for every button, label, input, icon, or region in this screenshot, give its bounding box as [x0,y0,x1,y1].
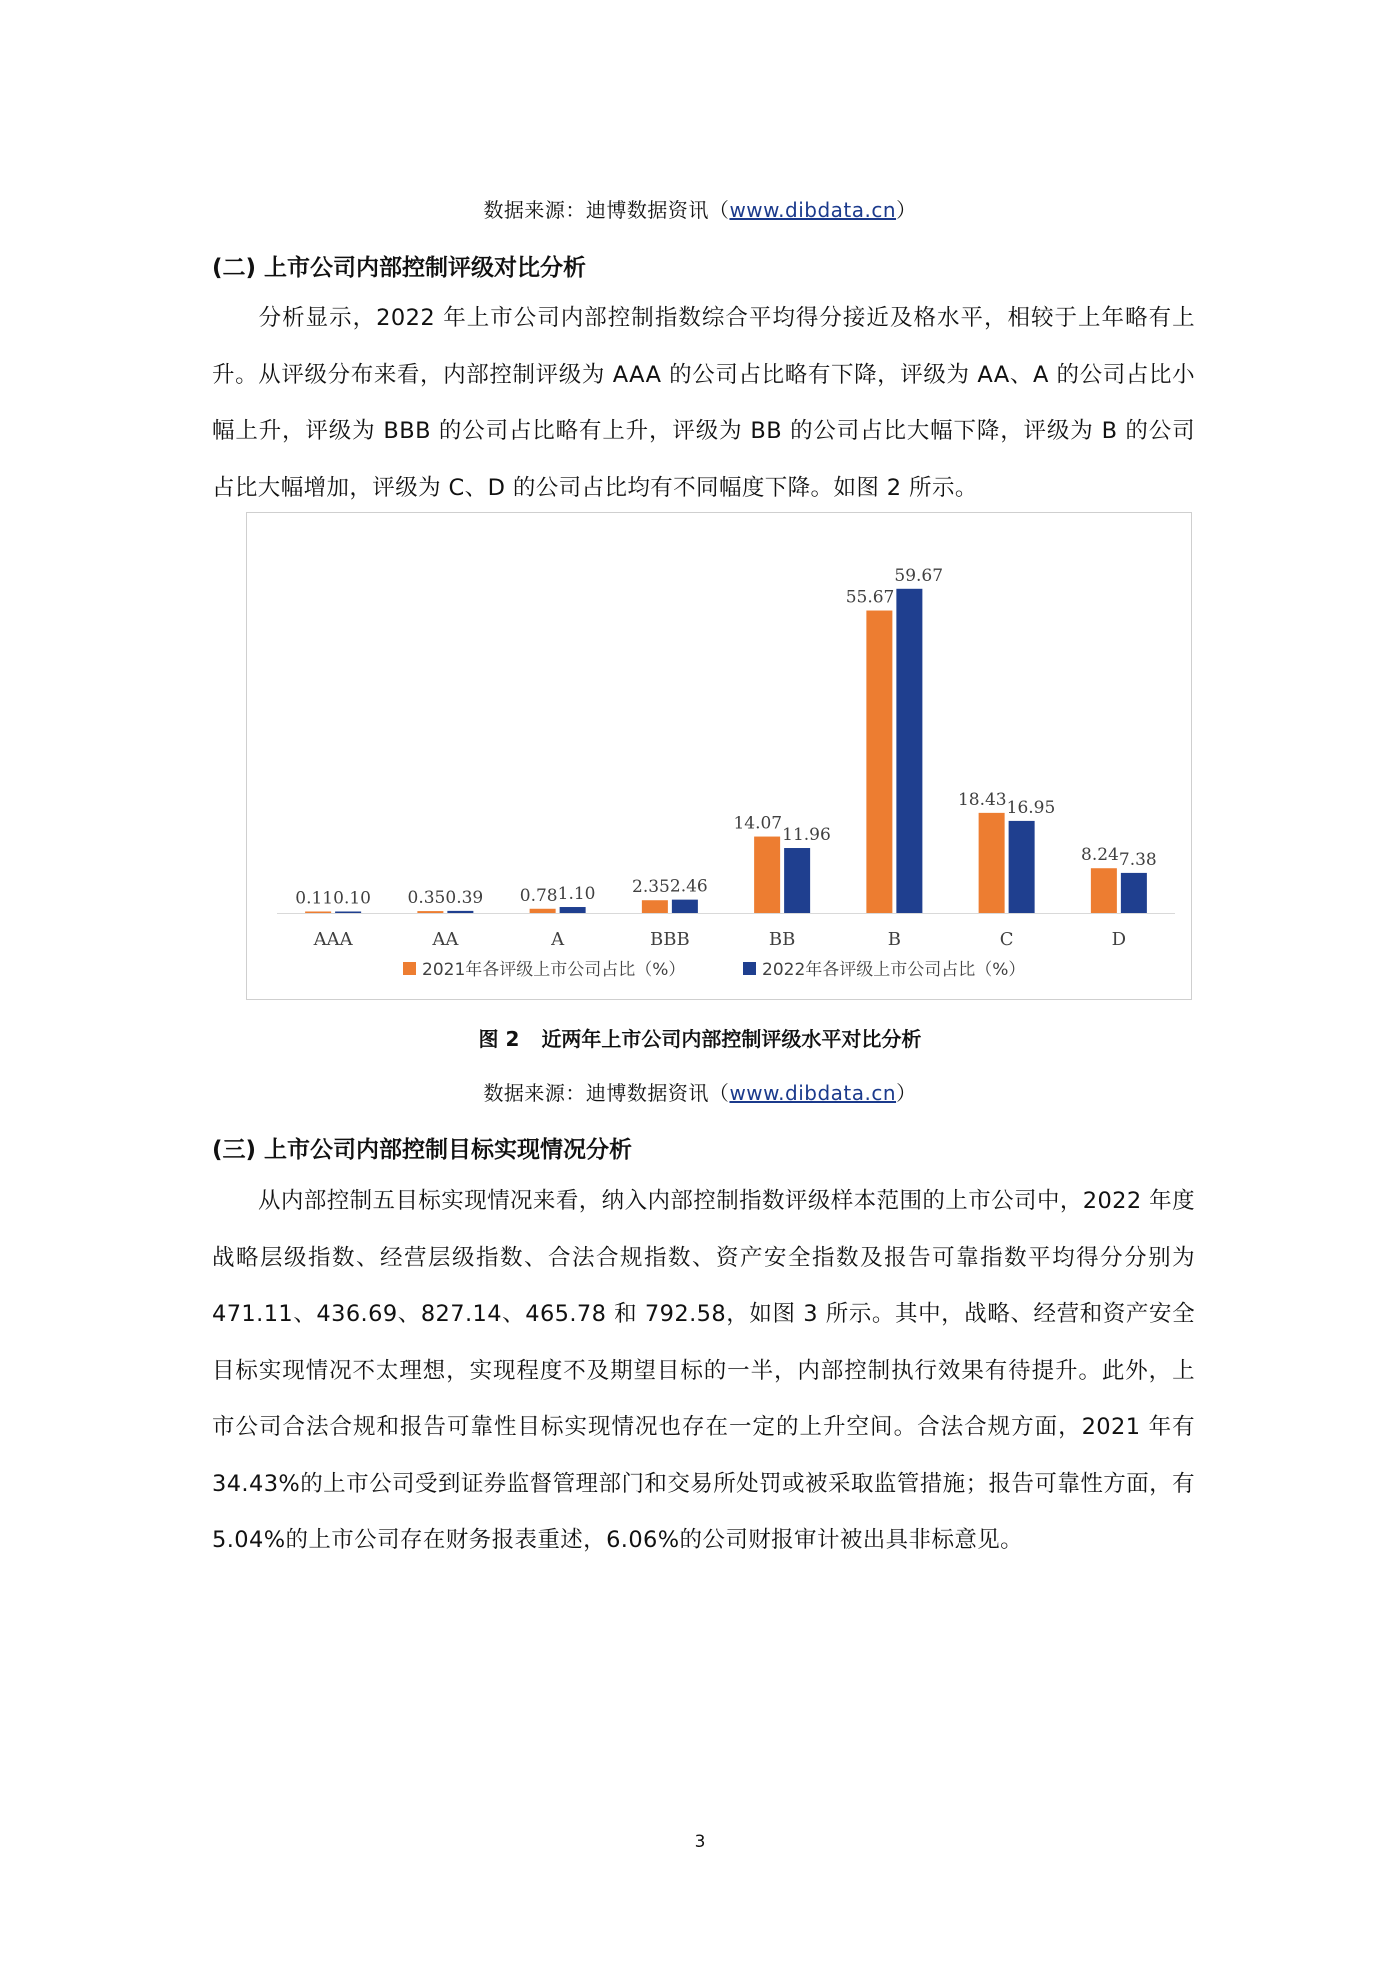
category-label-aaa: AAA [313,929,353,950]
legend-swatch-2021 [403,962,416,975]
bar-2021-bbb [642,900,668,913]
category-label-a: A [551,929,565,950]
bar-2022-bbb [672,900,698,913]
data-label-2022-bbb: 2.46 [669,876,708,897]
data-label-2021-bbb: 2.35 [632,877,670,898]
category-label-d: D [1111,929,1127,950]
bar-2022-a [560,907,586,913]
data-label-2021-a: 0.78 [519,885,558,906]
data-label-2021-b: 55.67 [845,587,895,608]
category-label-aa: AA [432,929,459,950]
data-label-2022-c: 16.95 [1006,797,1056,818]
bar-2021-aaa [305,912,331,914]
section-heading-2: (二) 上市公司内部控制评级对比分析 [212,255,587,281]
source-note-bottom [0,1077,1400,1106]
category-label-bbb: BBB [650,929,690,950]
source-prefix: 数据来源：迪博数据资讯（ [483,198,730,222]
source-prefix: 数据来源：迪博数据资讯（ [483,1081,730,1105]
figure-title: 近两年上市公司内部控制评级水平对比分析 [541,1027,922,1051]
bar-2022-aaa [335,912,361,914]
bar-2022-c [1009,821,1035,913]
source-link[interactable]: www.dibdata.cn [729,198,897,222]
bar-2022-bb [784,848,810,913]
section-3-paragraph [212,1173,1195,1569]
bar-2021-c [979,813,1005,913]
source-suffix: ） [896,198,917,222]
figure-number: 图 2 [478,1027,520,1051]
legend-label-2022: 2022年各评级上市公司占比（%） [762,960,1026,980]
bar-2021-b [866,611,892,913]
legend-label-2021: 2021年各评级上市公司占比（%） [422,960,686,980]
figure-caption [0,1023,1400,1052]
source-link[interactable]: www.dibdata.cn [729,1081,897,1105]
data-label-2021-d: 8.24 [1081,845,1119,866]
bar-2022-d [1121,873,1147,913]
legend-swatch-2022 [743,962,756,975]
page-number: 3 [694,1832,706,1852]
data-label-2022-aa: 0.39 [445,887,484,908]
bar-2022-b [896,589,922,913]
source-note-top [0,194,1400,223]
chart-svg [247,513,1191,999]
bar-2021-aa [417,911,443,913]
section-2-paragraph [212,290,1195,516]
bar-2021-d [1091,868,1117,913]
data-label-2022-a: 1.10 [557,884,596,905]
data-label-2021-aa: 0.35 [407,888,446,909]
data-label-2022-bb: 11.96 [782,825,831,846]
section-2-text: 分析显示，2022 年上市公司内部控制指数综合平均得分接近及格水平，相较于上年略有上升。从评级分布来看，内部控制评级为 AAA 的公司占比略有下降，评级为 AA、A 的公司占比小幅上升，评级为 BBB 的公司占比略有上升，评级为 BB 的公司占比大幅下降，评级为 B 的公司占比大幅增加，评级为 C、D 的公司占比均有不同幅度下降。如图 2 所示。 [212,305,1195,501]
bar-2022-aa [447,911,473,913]
data-label-2022-d: 7.38 [1118,849,1157,870]
data-label-2021-bb: 14.07 [733,813,783,834]
section-heading-3: (三) 上市公司内部控制目标实现情况分析 [212,1137,633,1163]
category-label-c: C [999,929,1014,950]
data-label-2021-c: 18.43 [957,789,1007,810]
data-label-2022-aaa: 0.10 [333,888,371,909]
bar-2021-a [530,909,556,913]
category-label-bb: BB [768,929,796,950]
rating-comparison-chart [246,512,1192,1000]
data-label-2022-b: 59.67 [894,565,944,586]
bar-2021-bb [754,837,780,913]
data-label-2021-aaa: 0.11 [295,888,334,909]
category-label-b: B [887,929,901,950]
source-suffix: ） [896,1081,917,1105]
section-3-text: 从内部控制五目标实现情况来看，纳入内部控制指数评级样本范围的上市公司中，2022 年度战略层级指数、经营层级指数、合法合规指数、资产安全指数及报告可靠指数平均得分分别为 471.11、436.69、827.14、465.78 和 792.58，如图 3 所示。其中，战略、经营和资产安全目标实现情况不太理想，实现程度不及期望目标的一半，内部控制执行效果有待提升。此外，上市公司合法合规和报告可靠性目标实现情况也存在一定的上升空间。合法合规方面，2021 年有 34.43%的上市公司受到证券监督管理部门和交易所处罚或被采取监管措施；报告可靠性方面，有 5.04%的上市公司存在财务报表重述，6.06%的公司财报审计被出具非标意见。 [212,1188,1195,1553]
